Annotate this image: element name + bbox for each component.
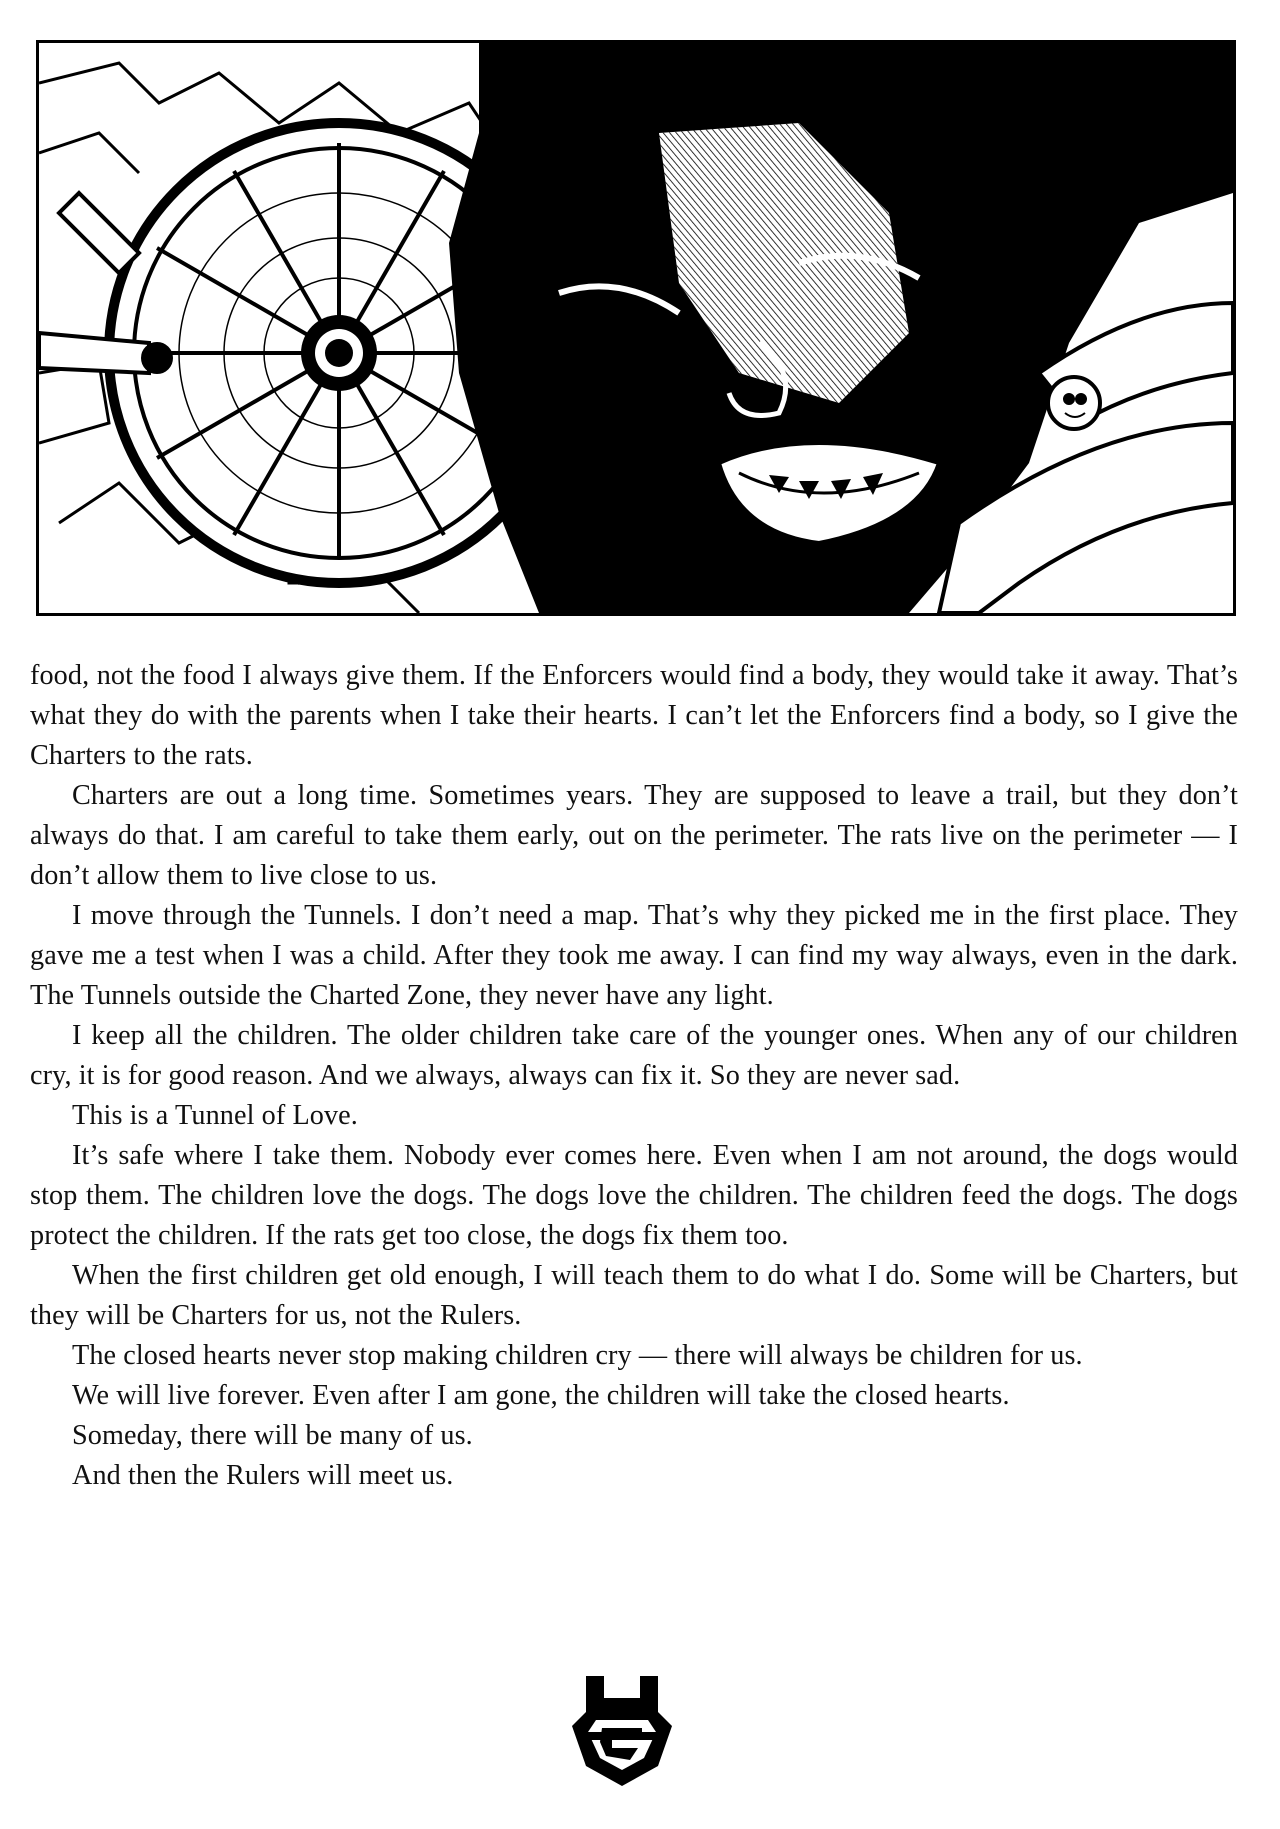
paragraph: I move through the Tunnels. I don’t need a map. That’s why they picked me in the first place. They gave me a test when I was a child. After they took me away. I can find my way always, even in the dark. The Tunnels outside the Charted Zone, they never have any light. [30,900,1238,1011]
publisher-logo-icon [566,1668,678,1788]
paragraph: We will live forever. Even after I am gone, the children will take the closed hearts. [72,1380,1010,1411]
paragraph: The closed hearts never stop making children cry — there will always be children for us. [72,1340,1083,1371]
paragraph: It’s safe where I take them. Nobody ever comes here. Even when I am not around, the dogs would stop them. The children love the dogs. The dogs love the children. The children feed the dogs. The dogs protect the children. If the rats get too close, the dogs fix them too. [30,1140,1238,1251]
paragraph: I keep all the children. The older children take care of the younger ones. When any of our children cry, it is for good reason. And we always, always can fix it. So they are never sad. [30,1020,1238,1091]
crying-child-illustration [39,43,1233,613]
paragraph: This is a Tunnel of Love. [72,1100,358,1131]
paragraph: When the first children get old enough, I will teach them to do what I do. Some will be Charters, but they will be Charters for us, not the Rulers. [30,1260,1238,1331]
illustration-panel [36,40,1236,616]
paragraph: Someday, there will be many of us. [72,1420,473,1451]
paragraph: food, not the food I always give them. If the Enforcers would find a body, they would take it away. That’s what they do with the parents when I take their hearts. I can’t let the Enforcers find a body, so I give the Charters to the rats. [30,660,1238,771]
paragraph: Charters are out a long time. Sometimes years. They are supposed to leave a trail, but they don’t always do that. I am careful to take them early, out on the perimeter. The rats live on the perimeter — I don’t allow them to live close to us. [30,780,1238,891]
story-text [30,656,1238,1496]
paragraph: And then the Rulers will meet us. [72,1460,454,1491]
